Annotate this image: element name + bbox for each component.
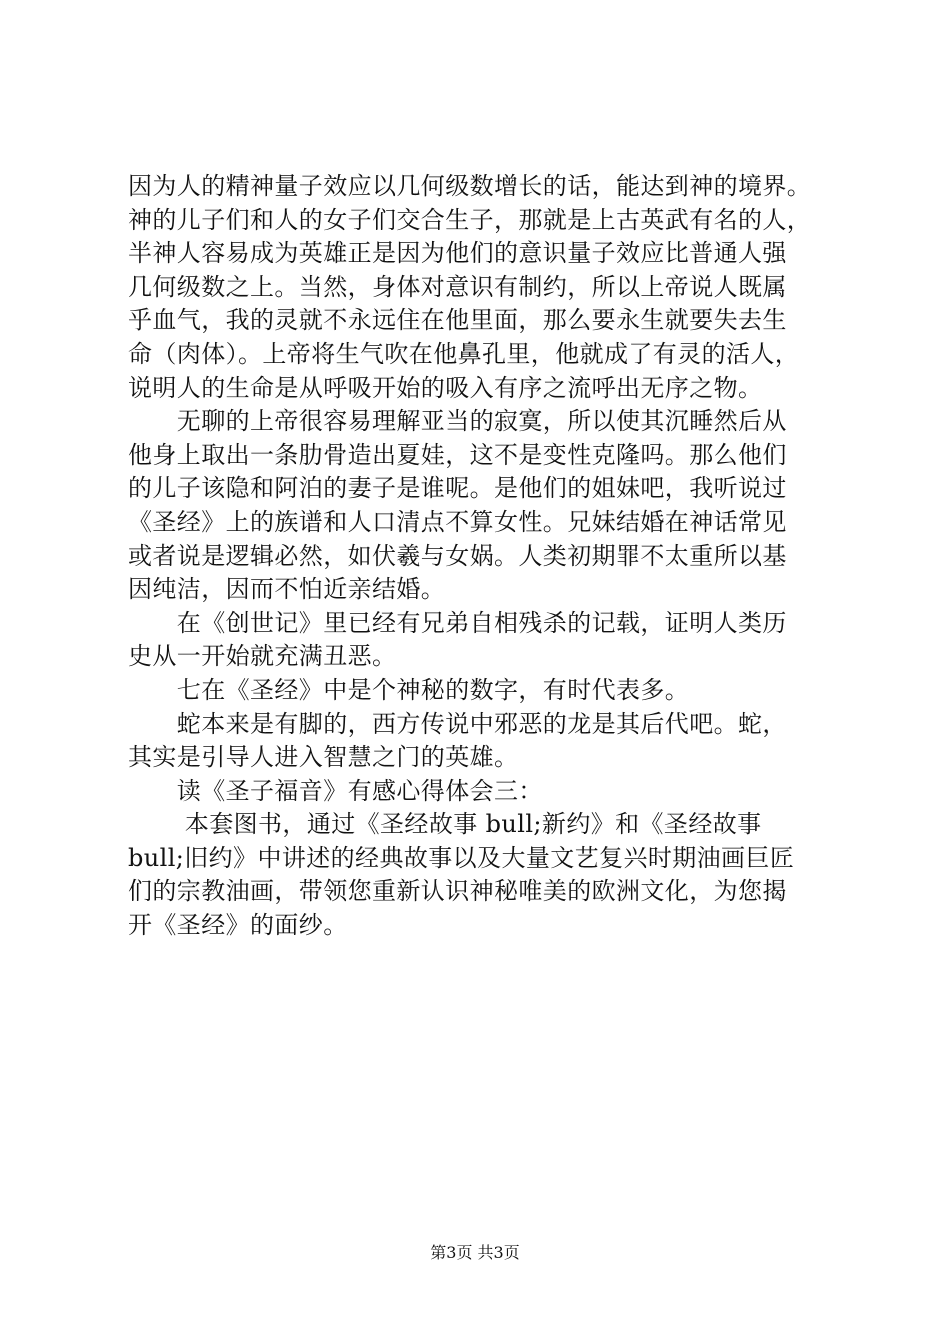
text-line: 神的儿子们和人的女子们交合生子，那就是上古英武有名的人， bbox=[128, 205, 812, 234]
text-line: 的儿子该隐和阿泊的妻子是谁呢。是他们的姐妹吧，我听说过 bbox=[128, 474, 787, 503]
text-line: 蛇本来是有脚的，西方传说中邪恶的龙是其后代吧。蛇， bbox=[128, 709, 787, 738]
text-line: 因纯洁，因而不怕近亲结婚。 bbox=[128, 575, 446, 604]
text-line: 或者说是逻辑必然，如伏羲与女娲。人类初期罪不太重所以基 bbox=[128, 541, 787, 570]
text-line: 本套图书，通过《圣经故事 bull;新约》和《圣经故事 bbox=[128, 810, 762, 839]
text-line: 开《圣经》的面纱。 bbox=[128, 911, 348, 940]
text-line: 七在《圣经》中是个神秘的数字，有时代表多。 bbox=[128, 675, 690, 704]
text-line: 乎血气，我的灵就不永远住在他里面，那么要永生就要失去生 bbox=[128, 306, 787, 335]
text-line: 因为人的精神量子效应以几何级数增长的话，能达到神的境界。 bbox=[128, 172, 812, 200]
text-line: 《圣经》上的族谱和人口清点不算女性。兄妹结婚在神话常见 bbox=[128, 507, 787, 536]
text-line: 在《创世记》里已经有兄弟自相残杀的记载，证明人类历 bbox=[128, 608, 787, 637]
text-line: bull;旧约》中讲述的经典故事以及大量文艺复兴时期油画巨匠 bbox=[128, 843, 795, 872]
text-line: 几何级数之上。当然，身体对意识有制约，所以上帝说人既属 bbox=[128, 272, 787, 301]
page-number-footer: 第3页 共3页 bbox=[430, 1243, 520, 1262]
text-line: 命（肉体）。上帝将生气吹在他鼻孔里，他就成了有灵的活人， bbox=[128, 339, 800, 368]
text-line: 半神人容易成为英雄正是因为他们的意识量子效应比普通人强 bbox=[128, 239, 787, 268]
body-text bbox=[128, 170, 828, 943]
text-line: 说明人的生命是从呼吸开始的吸入有序之流呼出无序之物。 bbox=[128, 373, 763, 402]
text-line: 史从一开始就充满丑恶。 bbox=[128, 642, 397, 671]
text-line: 读《圣子福音》有感心得体会三： bbox=[128, 776, 543, 805]
text-line: 其实是引导人进入智慧之门的英雄。 bbox=[128, 743, 519, 772]
text-line: 们的宗教油画，带领您重新认识神秘唯美的欧洲文化，为您揭 bbox=[128, 877, 787, 906]
text-line: 无聊的上帝很容易理解亚当的寂寞，所以使其沉睡然后从 bbox=[128, 407, 787, 436]
text-line: 他身上取出一条肋骨造出夏娃，这不是变性克隆吗。那么他们 bbox=[128, 440, 787, 469]
